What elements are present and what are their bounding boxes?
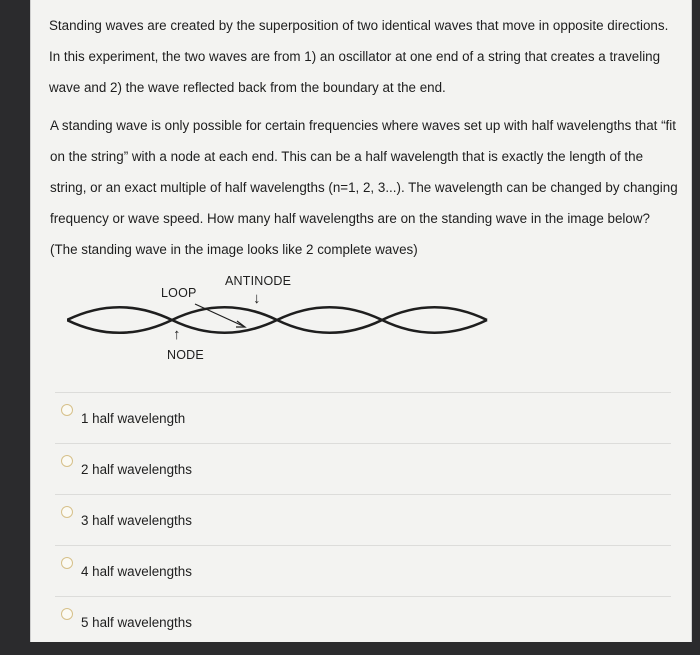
antinode-arrow-icon: ↓ — [253, 290, 261, 307]
radio-button[interactable] — [61, 557, 73, 569]
answer-option-label[interactable]: 3 half wavelengths — [81, 513, 192, 528]
answer-option-3[interactable] — [55, 494, 671, 545]
radio-button[interactable] — [61, 404, 73, 416]
node-label: NODE — [167, 348, 204, 362]
question-card — [30, 0, 692, 642]
loop-label: LOOP — [161, 286, 197, 300]
antinode-label: ANTINODE — [225, 274, 292, 288]
radio-button[interactable] — [61, 455, 73, 467]
answer-option-label[interactable]: 5 half wavelengths — [81, 615, 192, 630]
answer-option-2[interactable] — [55, 443, 671, 494]
question-paragraph-2: A standing wave is only possible for certain frequencies where waves set up with half wavelengths that “fit on the string” with a node at each end. This can be a half wavelength that is exactly the length of the string, or an exact multiple of half wavelengths (n=1, 2, 3...). The wavelength can be changed by changing frequency or wave speed. How many half wavelengths are on the standing wave in the image below? (The standing wave in the image looks like 2 complete waves) — [50, 118, 678, 257]
answer-option-label[interactable]: 1 half wavelength — [81, 411, 186, 426]
answer-option-1[interactable] — [55, 392, 671, 443]
standing-wave-diagram — [67, 270, 507, 370]
answer-options — [55, 392, 671, 647]
answer-option-label[interactable]: 2 half wavelengths — [81, 462, 192, 477]
radio-button[interactable] — [61, 506, 73, 518]
answer-option-4[interactable] — [55, 545, 671, 596]
radio-button[interactable] — [61, 608, 73, 620]
answer-option-label[interactable]: 4 half wavelengths — [81, 564, 192, 579]
wave-lower — [67, 307, 487, 333]
node-arrow-icon: ↑ — [173, 326, 181, 343]
answer-option-5[interactable] — [55, 596, 671, 647]
question-paragraph-1: Standing waves are created by the superposition of two identical waves that move in opposite directions. In this experiment, the two waves are from 1) an oscillator at one end of a string that creates a traveling wave and 2) the wave reflected back from the boundary at the end. — [49, 18, 669, 95]
